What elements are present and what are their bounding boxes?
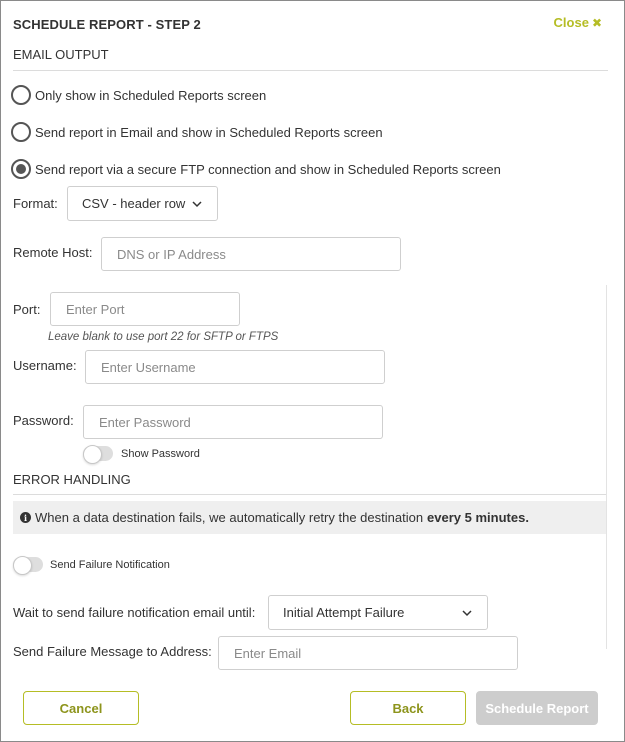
option-scheduled-only-label: Only show in Scheduled Reports screen: [35, 87, 267, 103]
option-ftp[interactable]: [11, 159, 501, 179]
failure-address-input[interactable]: [218, 636, 518, 670]
retry-info-box: [13, 501, 606, 534]
dialog-title: SCHEDULE REPORT - STEP 2: [13, 17, 201, 32]
option-ftp-label: Send report via a secure FTP connection and show in Scheduled Reports screen: [35, 161, 501, 177]
wait-until-select[interactable]: [268, 595, 488, 630]
password-label: Password:: [13, 413, 74, 428]
error-handling-divider: [13, 494, 606, 495]
email-output-divider: [13, 70, 608, 71]
format-value: CSV - header row: [82, 196, 186, 211]
send-failure-toggle-row[interactable]: [13, 557, 170, 572]
info-icon: i: [20, 512, 31, 523]
wait-until-label: Wait to send failure notification email until:: [13, 605, 256, 620]
show-password-toggle-row[interactable]: [83, 446, 200, 461]
cancel-button[interactable]: Cancel: [23, 691, 139, 725]
close-label: Close: [553, 15, 589, 30]
chevron-down-icon: [461, 607, 473, 619]
port-hint: Leave blank to use port 22 for SFTP or FTPS: [48, 331, 279, 343]
back-button[interactable]: Back: [350, 691, 466, 725]
close-icon: ✖: [591, 15, 602, 30]
password-input[interactable]: [83, 405, 383, 439]
retry-info-text: When a data destination fails, we automatically retry the destination: [35, 510, 424, 525]
remote-host-input[interactable]: [101, 237, 401, 271]
retry-info-emphasis: every 5 minutes.: [427, 510, 529, 525]
port-label: Port:: [13, 302, 41, 317]
username-label: Username:: [13, 358, 77, 373]
username-input[interactable]: [85, 350, 385, 384]
format-select[interactable]: [67, 186, 218, 221]
failure-address-label: Send Failure Message to Address:: [13, 644, 212, 659]
chevron-down-icon: [191, 198, 203, 210]
option-scheduled-only[interactable]: [11, 85, 266, 105]
schedule-report-button[interactable]: Schedule Report: [476, 691, 598, 725]
email-output-heading: EMAIL OUTPUT: [13, 47, 109, 62]
remote-host-label: Remote Host:: [13, 245, 93, 260]
format-label: Format:: [13, 196, 58, 211]
option-email-and-scheduled-label: Send report in Email and show in Scheduled Reports screen: [35, 124, 383, 140]
option-email-and-scheduled[interactable]: [11, 122, 383, 142]
close-button[interactable]: [554, 15, 602, 30]
wait-until-value: Initial Attempt Failure: [283, 605, 405, 620]
radio-email-and-scheduled[interactable]: [11, 122, 31, 142]
show-password-label: Show Password: [121, 447, 200, 460]
send-failure-label: Send Failure Notification: [50, 558, 170, 571]
section-border: [606, 285, 607, 649]
radio-scheduled-only[interactable]: [11, 85, 31, 105]
send-failure-toggle[interactable]: [13, 557, 43, 572]
radio-ftp[interactable]: [11, 159, 31, 179]
error-handling-heading: ERROR HANDLING: [13, 472, 131, 487]
port-input[interactable]: [50, 292, 240, 326]
show-password-toggle[interactable]: [83, 446, 113, 461]
